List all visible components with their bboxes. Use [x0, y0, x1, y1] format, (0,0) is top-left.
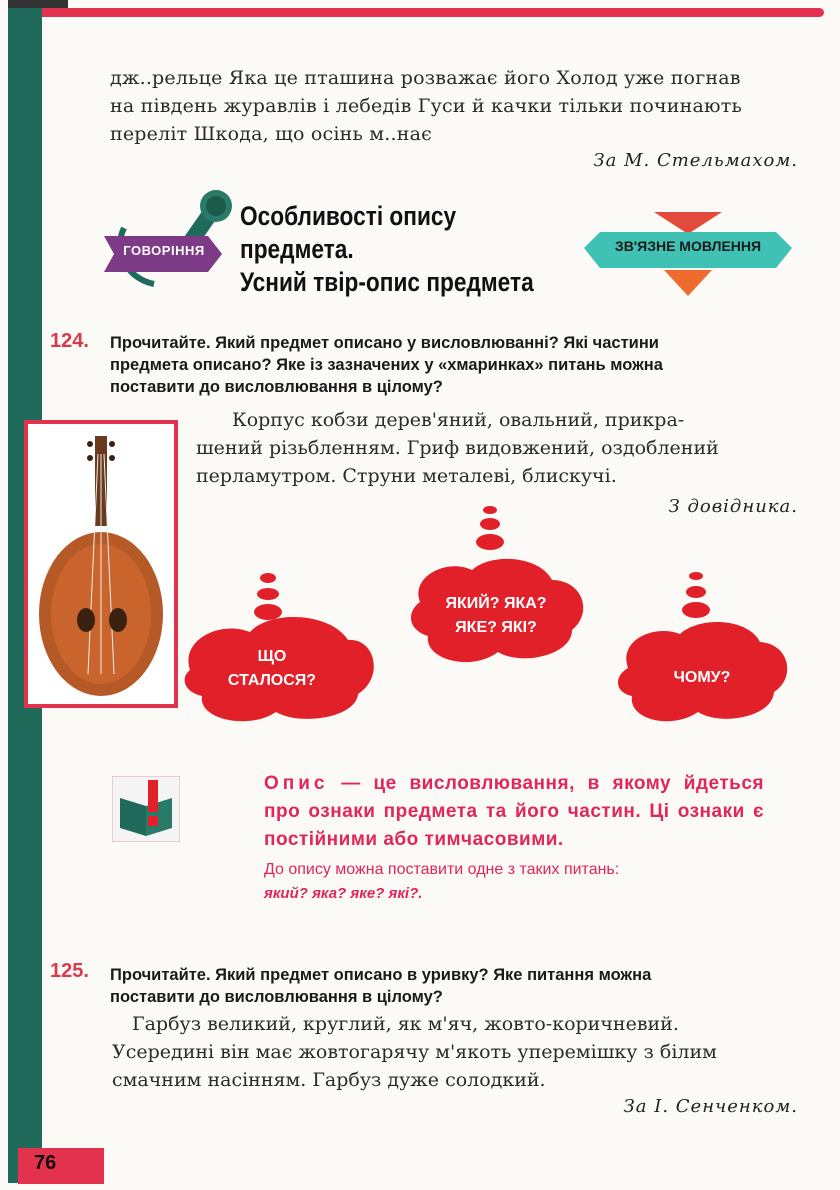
task-line: Прочитайте. Який предмет описано в уривку? Яке питання можна [110, 966, 652, 984]
task-number: 125. [50, 960, 89, 982]
pumpkin-line: Гарбуз великий, круглий, як м'яч, жовто-коричневий. [132, 1013, 679, 1035]
intro-line: переліт Шкода, що осінь м..нає [110, 123, 432, 145]
top-rule [42, 8, 824, 17]
rule-note-text: До опису можна поставити одне з таких питань: [264, 861, 620, 878]
cloud-what-happened-line-2: СТАЛОСЯ? [227, 672, 317, 689]
govorinnia-label: ГОВОРІННЯ [123, 243, 205, 258]
kobza-attribution: З довідника. [668, 496, 798, 517]
kobza-line: шений різьбленням. Гриф видовжений, оздоблений [196, 437, 719, 459]
kobza-image [28, 424, 174, 704]
kobza-illustration-frame [24, 420, 178, 708]
rule-definition-text: — це висловлювання, в якому йдеться про ознаки предмета та його частин. Ці ознаки є постійними або тимчасовими. [264, 773, 764, 850]
section-title [240, 200, 534, 299]
definition-rule [264, 770, 764, 906]
intro-line: на південь журавлів і лебедів Гуси й качки тільки починають [110, 95, 743, 117]
cloud-what-happened-line-1: ЩО [257, 648, 287, 665]
pumpkin-line: Усередині він має жовтогарячу м'якоть уперемішку з білим [112, 1041, 717, 1063]
intro-paragraph [110, 64, 800, 148]
zviazne-movlennia-label: ЗВ'ЯЗНЕ МОВЛЕННЯ [614, 238, 762, 254]
task-instructions [110, 332, 810, 398]
task-line: предмета описано? Яке із зазначених у «хмаринках» питань можна [110, 356, 663, 374]
rule-definition [264, 770, 764, 854]
cloud-what-happened [185, 573, 374, 721]
section-title-line: Усний твір-опис предмета [240, 267, 534, 297]
cloud-which [411, 506, 583, 662]
rule-term: Опис [264, 773, 329, 794]
cloud-why [618, 572, 787, 721]
question-clouds [180, 500, 800, 740]
task-line: поставити до висловлювання в цілому? [110, 378, 443, 396]
pumpkin-attribution: За І. Сенченком. [623, 1096, 798, 1117]
cloud-why-line-1: ЧОМУ? [673, 669, 731, 686]
page-number: 76 [34, 1152, 57, 1174]
section-title-line: предмета. [240, 234, 354, 264]
task-number: 124. [50, 330, 89, 352]
pumpkin-description [112, 1010, 800, 1094]
cloud-which-line-1: ЯКИЙ? ЯКА? [445, 595, 547, 612]
task-line: поставити до висловлювання в цілому? [110, 988, 443, 1006]
rule-note [264, 858, 764, 906]
kobza-description [196, 406, 802, 490]
pumpkin-line: смачним насінням. Гарбуз дуже солодкий. [112, 1069, 546, 1091]
intro-attribution: За М. Стельмахом. [593, 150, 798, 171]
kobza-line: Корпус кобзи дерев'яний, овальний, прикра- [232, 409, 685, 431]
section-title-line: Особливості опису [240, 201, 457, 231]
section-heading [104, 188, 824, 308]
zviazne-movlennia-tag [584, 208, 792, 300]
task-instructions [110, 964, 810, 1008]
exclamation-book-icon [112, 776, 180, 842]
page-number-box [18, 1148, 104, 1184]
task-line: Прочитайте. Який предмет описано у висловлюванні? Які частини [110, 334, 659, 352]
intro-line: дж..рельце Яка це пташина розважає його Холод уже погнав [110, 67, 741, 89]
cloud-which-line-2: ЯКЕ? ЯКІ? [455, 619, 537, 636]
rule-questions: який? яка? яке? які?. [264, 885, 423, 902]
kobza-line: перламутром. Струни металеві, блискучі. [196, 465, 617, 487]
